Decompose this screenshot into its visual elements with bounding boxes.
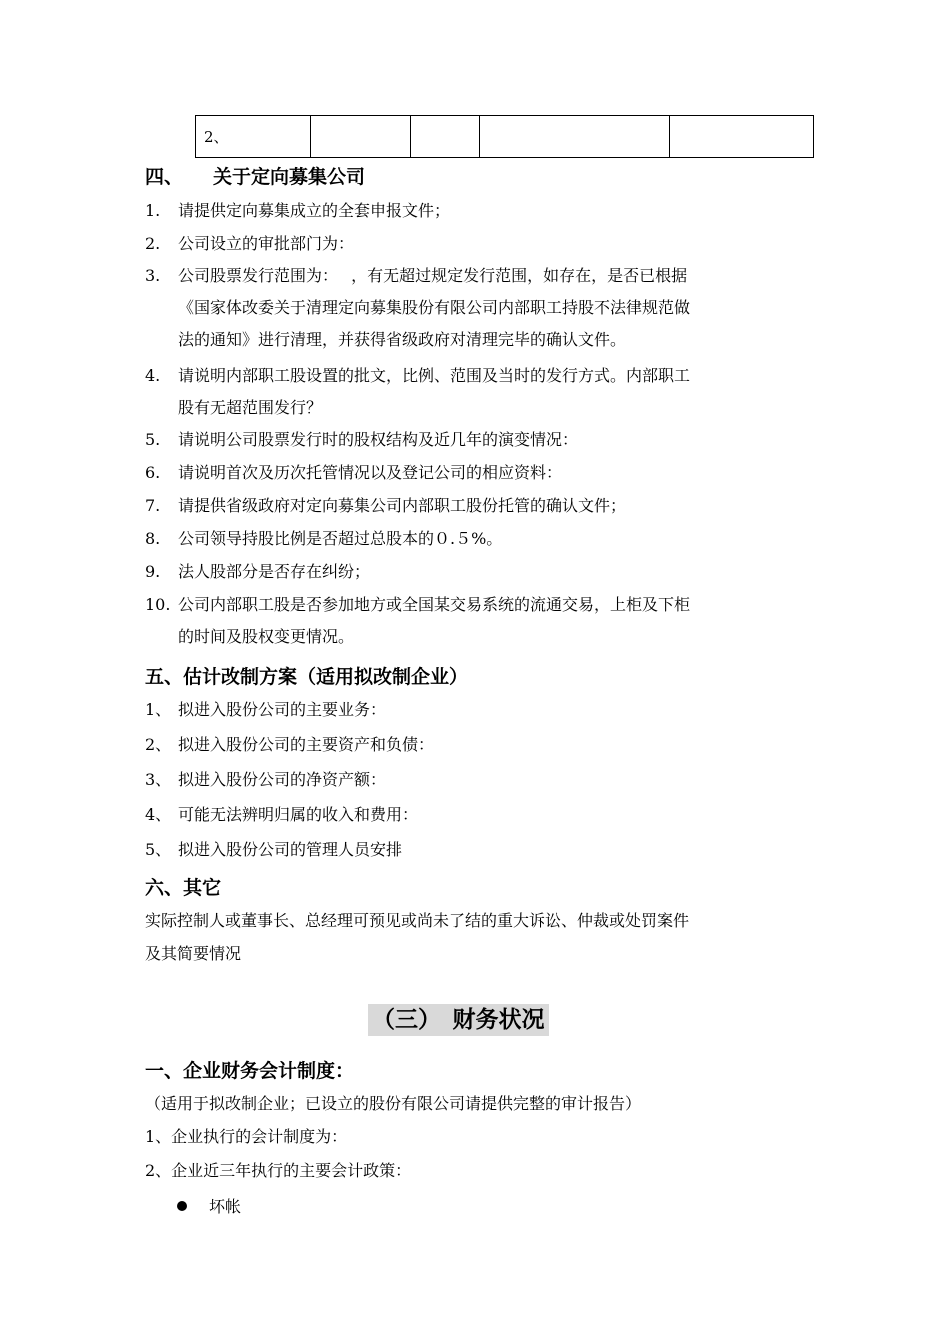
list-item-continued: 股有无超范围发行？: [178, 398, 323, 417]
list-item: 2、企业近三年执行的主要会计政策：: [145, 1161, 412, 1180]
bullet-icon: [177, 1201, 187, 1211]
list-item-continued: 《国家体改委关于清理定向募集股份有限公司内部职工持股不法律规范做: [178, 298, 691, 317]
table-cell: [311, 116, 411, 158]
table-row: [196, 116, 814, 158]
table-cell: [480, 116, 670, 158]
list-item: 3、 拟进入股份公司的净资产额：: [145, 770, 387, 789]
list-item: 1、企业执行的会计制度为：: [145, 1127, 348, 1146]
list-item: 8. 公司领导持股比例是否超过总股本的０.５%。: [145, 529, 503, 548]
sub-heading: 一、企业财务会计制度：: [145, 1060, 355, 1082]
table-cell: 2、: [196, 116, 311, 158]
list-item: 6. 请说明首次及历次托管情况以及登记公司的相应资料：: [145, 463, 563, 482]
note-text: （适用于拟改制企业；已设立的股份有限公司请提供完整的审计报告）: [145, 1094, 642, 1113]
table-cell: [411, 116, 480, 158]
list-item-continued: 法的通知》进行清理，并获得省级政府对清理完毕的确认文件。: [178, 330, 627, 349]
section-4-heading: [145, 162, 365, 189]
list-item: 9. 法人股部分是否存在纠纷；: [145, 562, 371, 581]
heading-text: 关于定向募集公司: [213, 166, 366, 188]
list-item: 1、 拟进入股份公司的主要业务：: [145, 700, 387, 719]
list-item: 2. 公司设立的审批部门为：: [145, 234, 355, 253]
list-item-continued: 的时间及股权变更情况。: [178, 627, 355, 646]
list-item: 7. 请提供省级政府对定向募集公司内部职工股份托管的确认文件；: [145, 496, 627, 515]
section-6-heading: 六、其它: [145, 877, 222, 899]
table-fragment: [195, 115, 814, 158]
list-item: 1. 请提供定向募集成立的全套申报文件；: [145, 201, 451, 220]
list-item: 4. 请说明内部职工股设置的批文，比例、范围及当时的发行方式。内部职工: [145, 366, 691, 385]
list-item: 5. 请说明公司股票发行时的股权结构及近几年的演变情况：: [145, 430, 579, 449]
table-cell: [670, 116, 814, 158]
list-item: 10. 公司内部职工股是否参加地方或全国某交易系统的流通交易，上柜及下柜: [145, 595, 691, 614]
part-title: （三） 财务状况: [368, 1004, 549, 1036]
list-item: 4、 可能无法辨明归属的收入和费用：: [145, 805, 419, 824]
list-item: 2、 拟进入股份公司的主要资产和负债：: [145, 735, 435, 754]
paragraph-line: 及其简要情况: [145, 944, 242, 963]
bullet-item: 坏帐: [177, 1194, 241, 1217]
list-item: 3. 公司股票发行范围为： ，有无超过规定发行范围，如存在，是否已根据: [145, 266, 688, 285]
section-5-heading: 五、估计改制方案（适用拟改制企业）: [145, 666, 469, 688]
heading-number: 四、: [145, 166, 184, 188]
list-item: 5、 拟进入股份公司的管理人员安排: [145, 840, 403, 859]
paragraph-line: 实际控制人或董事长、总经理可预见或尚未了结的重大诉讼、仲裁或处罚案件: [145, 911, 690, 930]
